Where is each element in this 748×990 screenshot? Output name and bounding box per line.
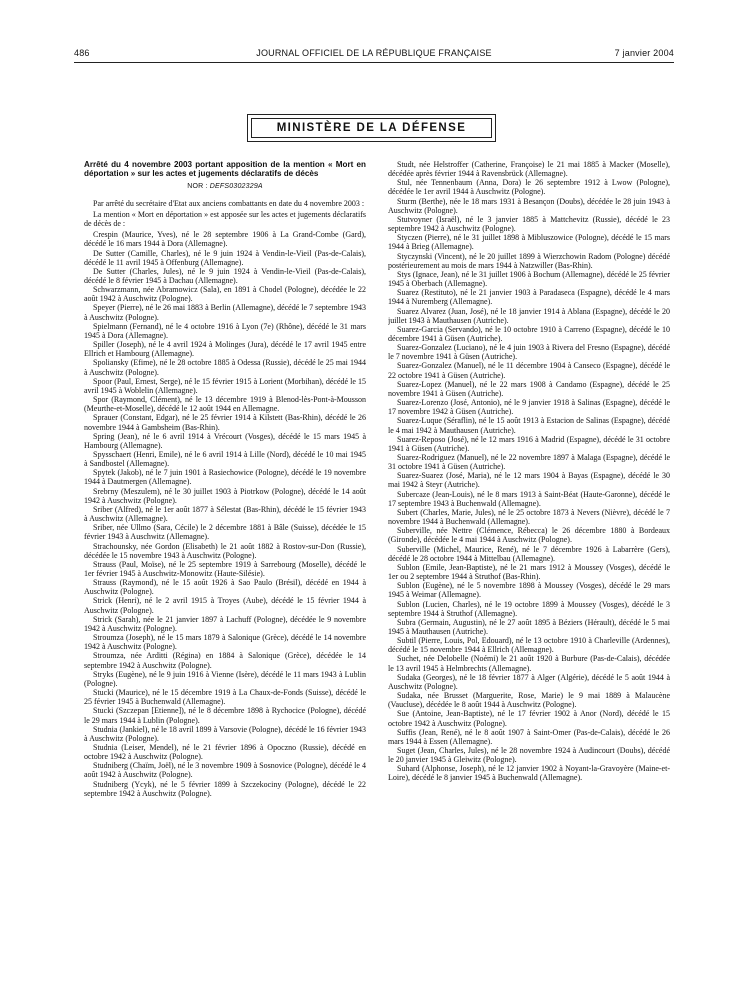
deportee-entry: Stroumza, née Arditti (Régina) en 1884 à Salonique (Grèce), décédée le 14 septembre 1942 à Auschwitz (Pologne). bbox=[84, 651, 366, 670]
deportee-entry: Schwarzmann, née Abramowicz (Sala), en 1891 à Chodel (Pologne), décédée le 22 août 1942 à Auschwitz (Pologne). bbox=[84, 285, 366, 304]
deportee-entry: Suarez-Gonzalez (Luciano), né le 4 juin 1903 à Rivera del Fresno (Espagne), décédé le 7 novembre 1941 à Güsen (Autriche). bbox=[388, 343, 670, 362]
left-entry-list bbox=[84, 230, 366, 798]
deportee-entry: Spoliansky (Efime), né le 28 octobre 1885 à Odessa (Russie), décédé le 25 mai 1944 à Auschwitz (Pologne). bbox=[84, 358, 366, 377]
deportee-entry: Stucki (Szczepan [Etienne]), né le 8 décembre 1898 à Rychocice (Pologne), décédé le 29 mars 1944 à Lublin (Pologne). bbox=[84, 706, 366, 725]
deportee-entry: Speyer (Pierre), né le 26 mai 1883 à Berlin (Allemagne), décédé le 7 septembre 1943 à Auschwitz (Pologne). bbox=[84, 303, 366, 322]
deportee-entry: Suarez-Garcia (Servando), né le 10 octobre 1910 à Carreno (Espagne), décédé le 10 décembre 1941 à Güsen (Autriche). bbox=[388, 324, 670, 343]
deportee-entry: Suarez-Lopez (Manuel), né le 22 mars 1908 à Candamo (Espagne), décédé le 25 novembre 1941 à Güsen (Autriche). bbox=[388, 379, 670, 398]
deportee-entry: Spor (Raymond, Clément), né le 13 décembre 1919 à Blenod-lès-Pont-à-Mousson (Meurthe-et-Moselle), décédé le 12 août 1944 en Allemagne. bbox=[84, 395, 366, 414]
deportee-entry: Sue (Antoine, Jean-Baptiste), né le 17 février 1902 à Anor (Nord), décédé le 15 octobre 1942 à Auschwitz (Pologne). bbox=[388, 709, 670, 728]
header-rule bbox=[74, 62, 674, 63]
deportee-entry: Suget (Jean, Charles, Jules), né le 28 novembre 1924 à Audincourt (Doubs), décédé le 20 janvier 1945 à Gleiwitz (Pologne). bbox=[388, 746, 670, 765]
left-column bbox=[84, 160, 366, 985]
deportee-entry: Stroumza (Joseph), né le 15 mars 1879 à Salonique (Grèce), décédé le 14 novembre 1942 à Auschwitz (Pologne). bbox=[84, 633, 366, 652]
deportee-entry: Strauss (Raymond), né le 15 août 1926 à Sao Paulo (Brésil), décédé en 1944 à Auschwitz (Pologne). bbox=[84, 578, 366, 597]
right-column bbox=[388, 160, 670, 985]
deportee-entry: Subercaze (Jean-Louis), né le 8 mars 1913 à Saint-Béat (Haute-Garonne), décédé le 17 septembre 1943 à Buchenwald (Allemagne). bbox=[388, 489, 670, 508]
deportee-entry: Suberville (Michel, Maurice, René), né le 7 décembre 1926 à Labarrère (Gers), décédé le 28 octobre 1944 à Mittelbau (Allemagne). bbox=[388, 544, 670, 563]
deportee-entry: Suarez (Restituto), né le 21 janvier 1903 à Paradaseca (Espagne), décédé le 4 mars 1944 à Nuremberg (Allemagne). bbox=[388, 288, 670, 307]
deportee-entry: Sriber, née Ullmo (Sara, Cécile) le 2 décembre 1881 à Bâle (Suisse), décédée le 15 février 1943 à Auschwitz (Allemagne). bbox=[84, 523, 366, 542]
deportee-entry: Stryks (Eugène), né le 9 juin 1916 à Vienne (Isère), décédé le 11 mars 1943 à Lublin (Pologne). bbox=[84, 669, 366, 688]
arrete-title: Arrêté du 4 novembre 2003 portant apposition de la mention « Mort en déportation » sur les actes et jugements déclaratifs de décès bbox=[84, 160, 366, 179]
deportee-entry: Spoor (Paul, Ernest, Serge), né le 15 février 1915 à Lorient (Morbihan), décédé le 15 avril 1945 à Woblelin (Allemagne). bbox=[84, 376, 366, 395]
deportee-entry: Suarez Alvarez (Juan, José), né le 18 janvier 1914 à Ablana (Espagne), décédé le 20 juillet 1943 à Mauthausen (Autriche). bbox=[388, 306, 670, 325]
deportee-entry: Sublon (Lucien, Charles), né le 19 octobre 1899 à Moussey (Vosges), décédé le 3 septembre 1944 à Struthof (Allemagne). bbox=[388, 599, 670, 618]
deportee-entry: Strick (Henri), né le 2 avril 1915 à Troyes (Aube), décédé le 15 février 1944 à Auschwitz (Pologne). bbox=[84, 596, 366, 615]
deportee-entry: Strick (Sarah), née le 21 janvier 1897 à Lachuff (Pologne), décédée le 9 novembre 1942 à Auschwitz (Pologne). bbox=[84, 614, 366, 633]
deportee-entry: Crespin (Maurice, Yves), né le 28 septembre 1906 à La Grand-Combe (Gard), décédé le 16 mars 1944 à Dora (Allemagne). bbox=[84, 230, 366, 249]
intro-paragraph: Par arrêté du secrétaire d'Etat aux anciens combattants en date du 4 novembre 2003 : bbox=[93, 198, 365, 208]
deportee-entry: Spytek (Jakob), né le 7 juin 1901 à Rasiechowice (Pologne), décédé le 19 novembre 1944 à Dautmergen (Allemagne). bbox=[84, 468, 366, 487]
deportee-entry: Studnia (Jankiel), né le 18 avril 1899 à Varsovie (Pologne), décédé le 16 février 1943 à Auschwitz (Pologne). bbox=[84, 724, 366, 743]
deportee-entry: Srebrny (Meszulem), né le 30 juillet 1903 à Piotrkow (Pologne), décédé le 14 août 1942 à Auschwitz (Pologne). bbox=[84, 486, 366, 505]
intro-paragraph: La mention « Mort en déportation » est apposée sur les actes et jugements déclaratifs de décès de : bbox=[84, 209, 366, 229]
deportee-entry: Sudaka (Georges), né le 18 février 1877 à Alger (Algérie), décédé le 5 août 1944 à Auschwitz (Pologne). bbox=[388, 672, 670, 691]
deportee-entry: Stys (Ignace, Jean), né le 31 juillet 1906 à Bochum (Allemagne), décédé le 25 février 1945 à Oberbach (Allemagne). bbox=[388, 269, 670, 289]
deportee-entry: Strachounsky, née Gordon (Elisabeth) le 21 août 1882 à Rostov-sur-Don (Russie), décédée le 15 novembre 1943 à Auschwitz (Pologne). bbox=[84, 541, 366, 560]
deportee-entry: Stucki (Maurice), né le 15 décembre 1919 à La Chaux-de-Fonds (Suisse), décédé le 25 février 1945 à Buchenwald (Allemagne). bbox=[84, 688, 366, 707]
right-entry-list bbox=[388, 160, 670, 783]
deportee-entry: Sriber (Alfred), né le 1er août 1877 à Sélestat (Bas-Rhin), décédé le 15 février 1943 à Auschwitz (Allemagne). bbox=[84, 504, 366, 524]
deportee-entry: Suchet, née Delobelle (Noémi) le 21 août 1920 à Burbure (Pas-de-Calais), décédée le 13 avril 1945 à Helmbrechts (Allemagne). bbox=[388, 654, 670, 673]
deportee-entry: Suarez-Luque (Séraflin), né le 15 août 1913 à Estacion de Salinas (Espagne), décédé le 4 mai 1942 à Mauthausen (Autriche). bbox=[388, 416, 670, 435]
deportee-entry: Stul, née Tennenbaum (Anna, Dora) le 26 septembre 1912 à Lwow (Pologne), décédée le 1er avril 1944 à Auschwitz (Pologne). bbox=[388, 178, 670, 197]
deportee-entry: Stutvoyner (Israël), né le 3 janvier 1885 à Mattchevitz (Russie), décédé le 23 septembre 1942 à Auschwitz (Pologne). bbox=[388, 214, 670, 234]
deportee-entry: Spysschaert (Henri, Emile), né le 6 avril 1914 à Lille (Nord), décédé le 10 mai 1945 à Sandbostel (Allemagne). bbox=[84, 449, 366, 469]
deportee-entry: De Sutter (Camille, Charles), né le 9 juin 1924 à Vendin-le-Vieil (Pas-de-Calais), décédé le 11 avril 1945 à Offenburg (Allemagne). bbox=[84, 248, 366, 267]
arrete-intro bbox=[84, 199, 366, 228]
deportee-entry: Suffis (Jean, René), né le 8 août 1907 à Saint-Omer (Pas-de-Calais), décédé le 26 mars 1944 à Essen (Allemagne). bbox=[388, 727, 670, 746]
deportee-entry: Suarez-Rodriguez (Manuel), né le 22 novembre 1897 à Malaga (Espagne), décédé le 31 octobre 1941 à Güsen (Autriche). bbox=[388, 453, 670, 472]
deportee-entry: Sublon (Eugène), né le 5 novembre 1898 à Moussey (Vosges), décédé le 29 mars 1945 à Weimar (Allemagne). bbox=[388, 581, 670, 600]
deportee-entry: Sudaka, née Brusset (Marguerite, Rose, Marie) le 9 mai 1889 à Malaucène (Vaucluse), décédée le 8 août 1944 à Auschwitz (Pologne). bbox=[388, 691, 670, 710]
deportee-entry: Suberville, née Nettre (Clémence, Rébecca) le 26 décembre 1880 à Bordeaux (Gironde), décédée le 4 mai 1944 à Auschwitz (Pologne). bbox=[388, 526, 670, 545]
deportee-entry: Suhard (Alphonse, Joseph), né le 12 janvier 1902 à Noyant-la-Gravoyère (Maine-et-Loire), décédé le 8 janvier 1945 à Buchenwald (Allemagne). bbox=[388, 764, 670, 783]
deportee-entry: Suarez-Reposo (José), né le 12 mars 1916 à Madrid (Espagne), décédé le 31 octobre 1941 à Güsen (Autriche). bbox=[388, 434, 670, 453]
journal-title: JOURNAL OFFICIEL DE LA RÉPUBLIQUE FRANÇAISE bbox=[256, 48, 492, 58]
deportee-entry: Spiller (Joseph), né le 4 avril 1924 à Molinges (Jura), décédé le 17 avril 1945 entre Ellrich et Hambourg (Allemagne). bbox=[84, 340, 366, 359]
deportee-entry: Sturm (Berthe), née le 18 mars 1931 à Besançon (Doubs), décédée le 28 juin 1943 à Auschwitz (Pologne). bbox=[388, 196, 670, 215]
page-header bbox=[74, 46, 674, 62]
deportee-entry: Sprauer (Constant, Edgar), né le 25 février 1914 à Kilstett (Bas-Rhin), décédé le 26 novembre 1944 à Gambsheim (Bas-Rhin). bbox=[84, 413, 366, 432]
deportee-entry: Spring (Jean), né le 6 avril 1914 à Vrécourt (Vosges), décédé le 15 mars 1945 à Hambourg (Allemagne). bbox=[84, 431, 366, 450]
deportee-entry: Suarez-Lorenzo (José, Antonio), né le 9 janvier 1918 à Salinas (Espagne), décédé le 17 novembre 1942 à Güsen (Autriche). bbox=[388, 398, 670, 417]
deportee-entry: Spielmann (Fernand), né le 4 octobre 1916 à Lyon (7e) (Rhône), décédé le 31 mars 1945 à Dora (Allemagne). bbox=[84, 321, 366, 340]
deportee-entry: Sublon (Emile, Jean-Baptiste), né le 21 mars 1912 à Moussey (Vosges), décédé le 1er ou 2 septembre 1944 à Struthof (Bas-Rhin). bbox=[388, 562, 670, 582]
deportee-entry: Studniberg (Chaïm, Joël), né le 3 novembre 1909 à Sosnovice (Pologne), décédé le 4 août 1942 à Auschwitz (Pologne). bbox=[84, 761, 366, 780]
deportee-entry: Subra (Germain, Augustin), né le 27 août 1895 à Béziers (Hérault), décédé le 5 mai 1945 à Mauthausen (Autriche). bbox=[388, 617, 670, 636]
deportee-entry: Styczynski (Vincent), né le 20 juillet 1899 à Wierzchowin Radom (Pologne) décédé postérieurement au mois de mars 1944 à Natzwiller (Bas-Rhin). bbox=[388, 251, 670, 270]
nor-reference bbox=[84, 182, 366, 191]
deportee-entry: Suarez-Suarez (José, Maria), né le 12 mars 1904 à Bayas (Espagne), décédé le 30 mai 1942 à Steyr (Autriche). bbox=[388, 471, 670, 490]
deportee-entry: Studnia (Leiser, Mendel), né le 21 février 1896 à Opoczno (Russie), décédé en octobre 1942 à Auschwitz (Pologne). bbox=[84, 742, 366, 762]
ministry-heading-box bbox=[247, 114, 496, 142]
deportee-entry: Studt, née Helstroffer (Catherine, Françoise) le 21 mai 1885 à Macker (Moselle), décédée après février 1944 à Ravensbrück (Allemagne). bbox=[388, 160, 670, 179]
publication-date: 7 janvier 2004 bbox=[614, 48, 674, 58]
deportee-entry: Strauss (Paul, Moïse), né le 25 septembre 1919 à Sarrebourg (Moselle), décédé le 1er février 1945 à Auschwitz-Monowitz (Haute-Silésie). bbox=[84, 559, 366, 578]
page-number: 486 bbox=[74, 48, 90, 58]
nor-label: NOR : bbox=[187, 182, 208, 190]
deportee-entry: Styczen (Pierre), né le 31 juillet 1898 à Mibluszowice (Pologne), décédé le 15 mars 1944 à Brieg (Allemagne). bbox=[388, 233, 670, 252]
deportee-entry: De Sutter (Charles, Jules), né le 9 juin 1924 à Vendin-le-Vieil (Pas-de-Calais), décédé le 8 février 1945 à Dachau (Allemagne). bbox=[84, 266, 366, 285]
deportee-entry: Subtil (Pierre, Louis, Pol, Edouard), né le 13 octobre 1910 à Charleville (Ardennes), décédé le 15 novembre 1944 à Ellrich (Allemagne). bbox=[388, 636, 670, 655]
ministry-heading: MINISTÈRE DE LA DÉFENSE bbox=[251, 118, 492, 138]
deportee-entry: Suarez-Gonzalez (Manuel), né le 11 décembre 1904 à Canseco (Espagne), décédé le 22 octobre 1941 à Güsen (Autriche). bbox=[388, 361, 670, 380]
nor-code: DEFS0302329A bbox=[209, 182, 263, 190]
deportee-entry: Studniberg (Ycyk), né le 5 février 1899 à Szczekociny (Pologne), décédé le 22 septembre 1942 à Auschwitz (Pologne). bbox=[84, 779, 366, 798]
deportee-entry: Subert (Charles, Marie, Jules), né le 25 octobre 1873 à Nevers (Nièvre), décédé le 7 novembre 1944 à Buchenwald (Allemagne). bbox=[388, 507, 670, 527]
